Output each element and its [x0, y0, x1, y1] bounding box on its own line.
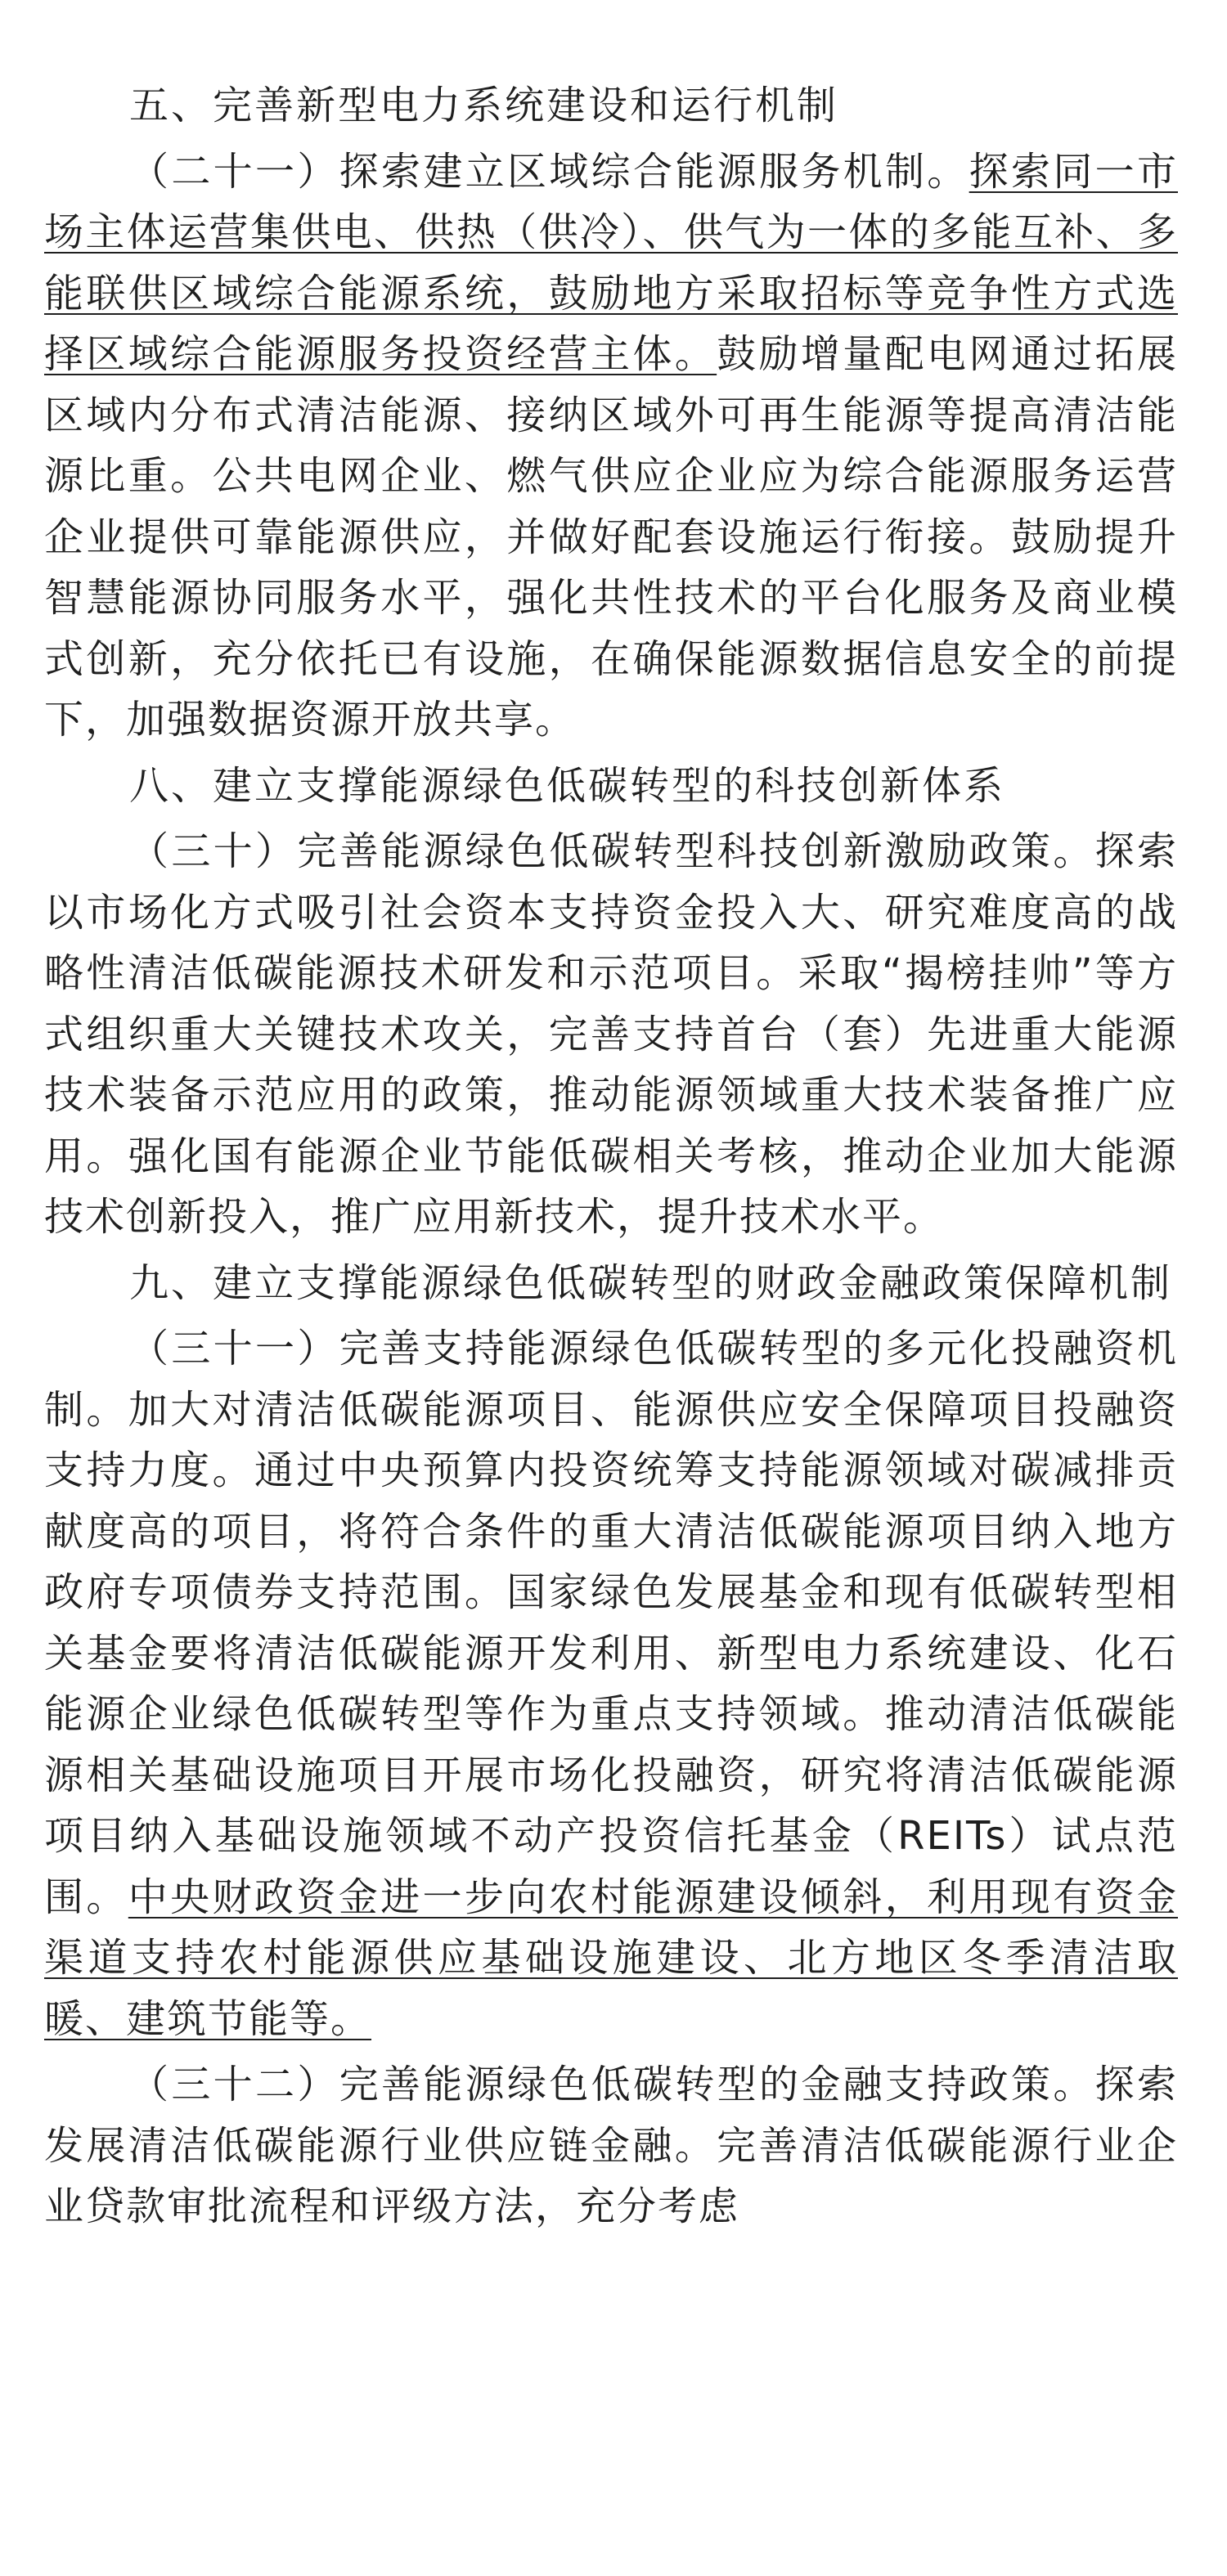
paragraph-31-text: （三十一）完善支持能源绿色低碳转型的多元化投融资机制。加大对清洁低碳能源项目、能源供应安全保障项目投融资支持力度。通过中央预算内投资统筹支持能源领域对碳减排贡献度高的项目，将符合条件的重大清洁低碳能源项目纳入地方政府专项债券支持范围。国家绿色发展基金和现有低碳转型相关基金要将清洁低碳能源开发利用、新型电力系统建设、化石能源企业绿色低碳转型等作为重点支持领域。推动清洁低碳能源相关基础设施项目开展市场化投融资，研究将清洁低碳能源项目纳入基础设施领域不动产投资信托基金（REITs）试点范围。	[44, 1326, 1178, 1920]
paragraph-32	[44, 2054, 1178, 2237]
section-heading-5: 五、完善新型电力系统建设和运行机制	[129, 83, 839, 128]
paragraph-30	[44, 821, 1178, 1248]
paragraph-21-title: （二十一）探索建立区域综合能源服务机制。	[129, 148, 969, 195]
section-heading-8: 八、建立支撑能源绿色低碳转型的科技创新体系	[129, 762, 1006, 809]
paragraph-31	[44, 1318, 1178, 2049]
paragraph-21-underlined-text: 探索同一市场主体运营集供电、供热（供冷）、供气为一体的多能互补、多能联供区域综合能源系统，鼓励地方采取招标等竞争性方式选择区域综合能源服务投资经营主体。	[44, 148, 1178, 377]
paragraph-30-text: （三十）完善能源绿色低碳转型科技创新激励政策。探索以市场化方式吸引社会资本支持资金投入大、研究难度高的战略性清洁低碳能源技术研发和示范项目。采取“揭榜挂帅”等方式组织重大关键技术攻关，完善支持首台（套）先进重大能源技术装备示范应用的政策，推动能源领域重大技术装备推广应用。强化国有能源企业节能低碳相关考核，推动企业加大能源技术创新投入，推广应用新技术，提升技术水平。	[44, 828, 1178, 1240]
section-heading-9: 九、建立支撑能源绿色低碳转型的财政金融政策保障机制	[129, 1259, 1173, 1306]
paragraph-21-body: 鼓励增量配电网通过拓展区域内分布式清洁能源、接纳区域外可再生能源等提高清洁能源比重。公共电网企业、燃气供应企业应为综合能源服务运营企业提供可靠能源供应，并做好配套设施运行衔接。鼓励提升智慧能源协同服务水平，强化共性技术的平台化服务及商业模式创新，充分依托已有设施，在确保能源数据信息安全的前提下，加强数据资源开放共享。	[44, 331, 1178, 743]
paragraph-31-underlined-text: 中央财政资金进一步向农村能源建设倾斜，利用现有资金渠道支持农村能源供应基础设施建设、北方地区冬季清洁取暖、建筑节能等。	[44, 1874, 1178, 2042]
paragraph-32-text: （三十二）完善能源绿色低碳转型的金融支持政策。探索发展清洁低碳能源行业供应链金融。完善清洁低碳能源行业企业贷款审批流程和评级方法，充分考虑	[44, 2062, 1178, 2229]
paragraph-21	[44, 141, 1178, 751]
